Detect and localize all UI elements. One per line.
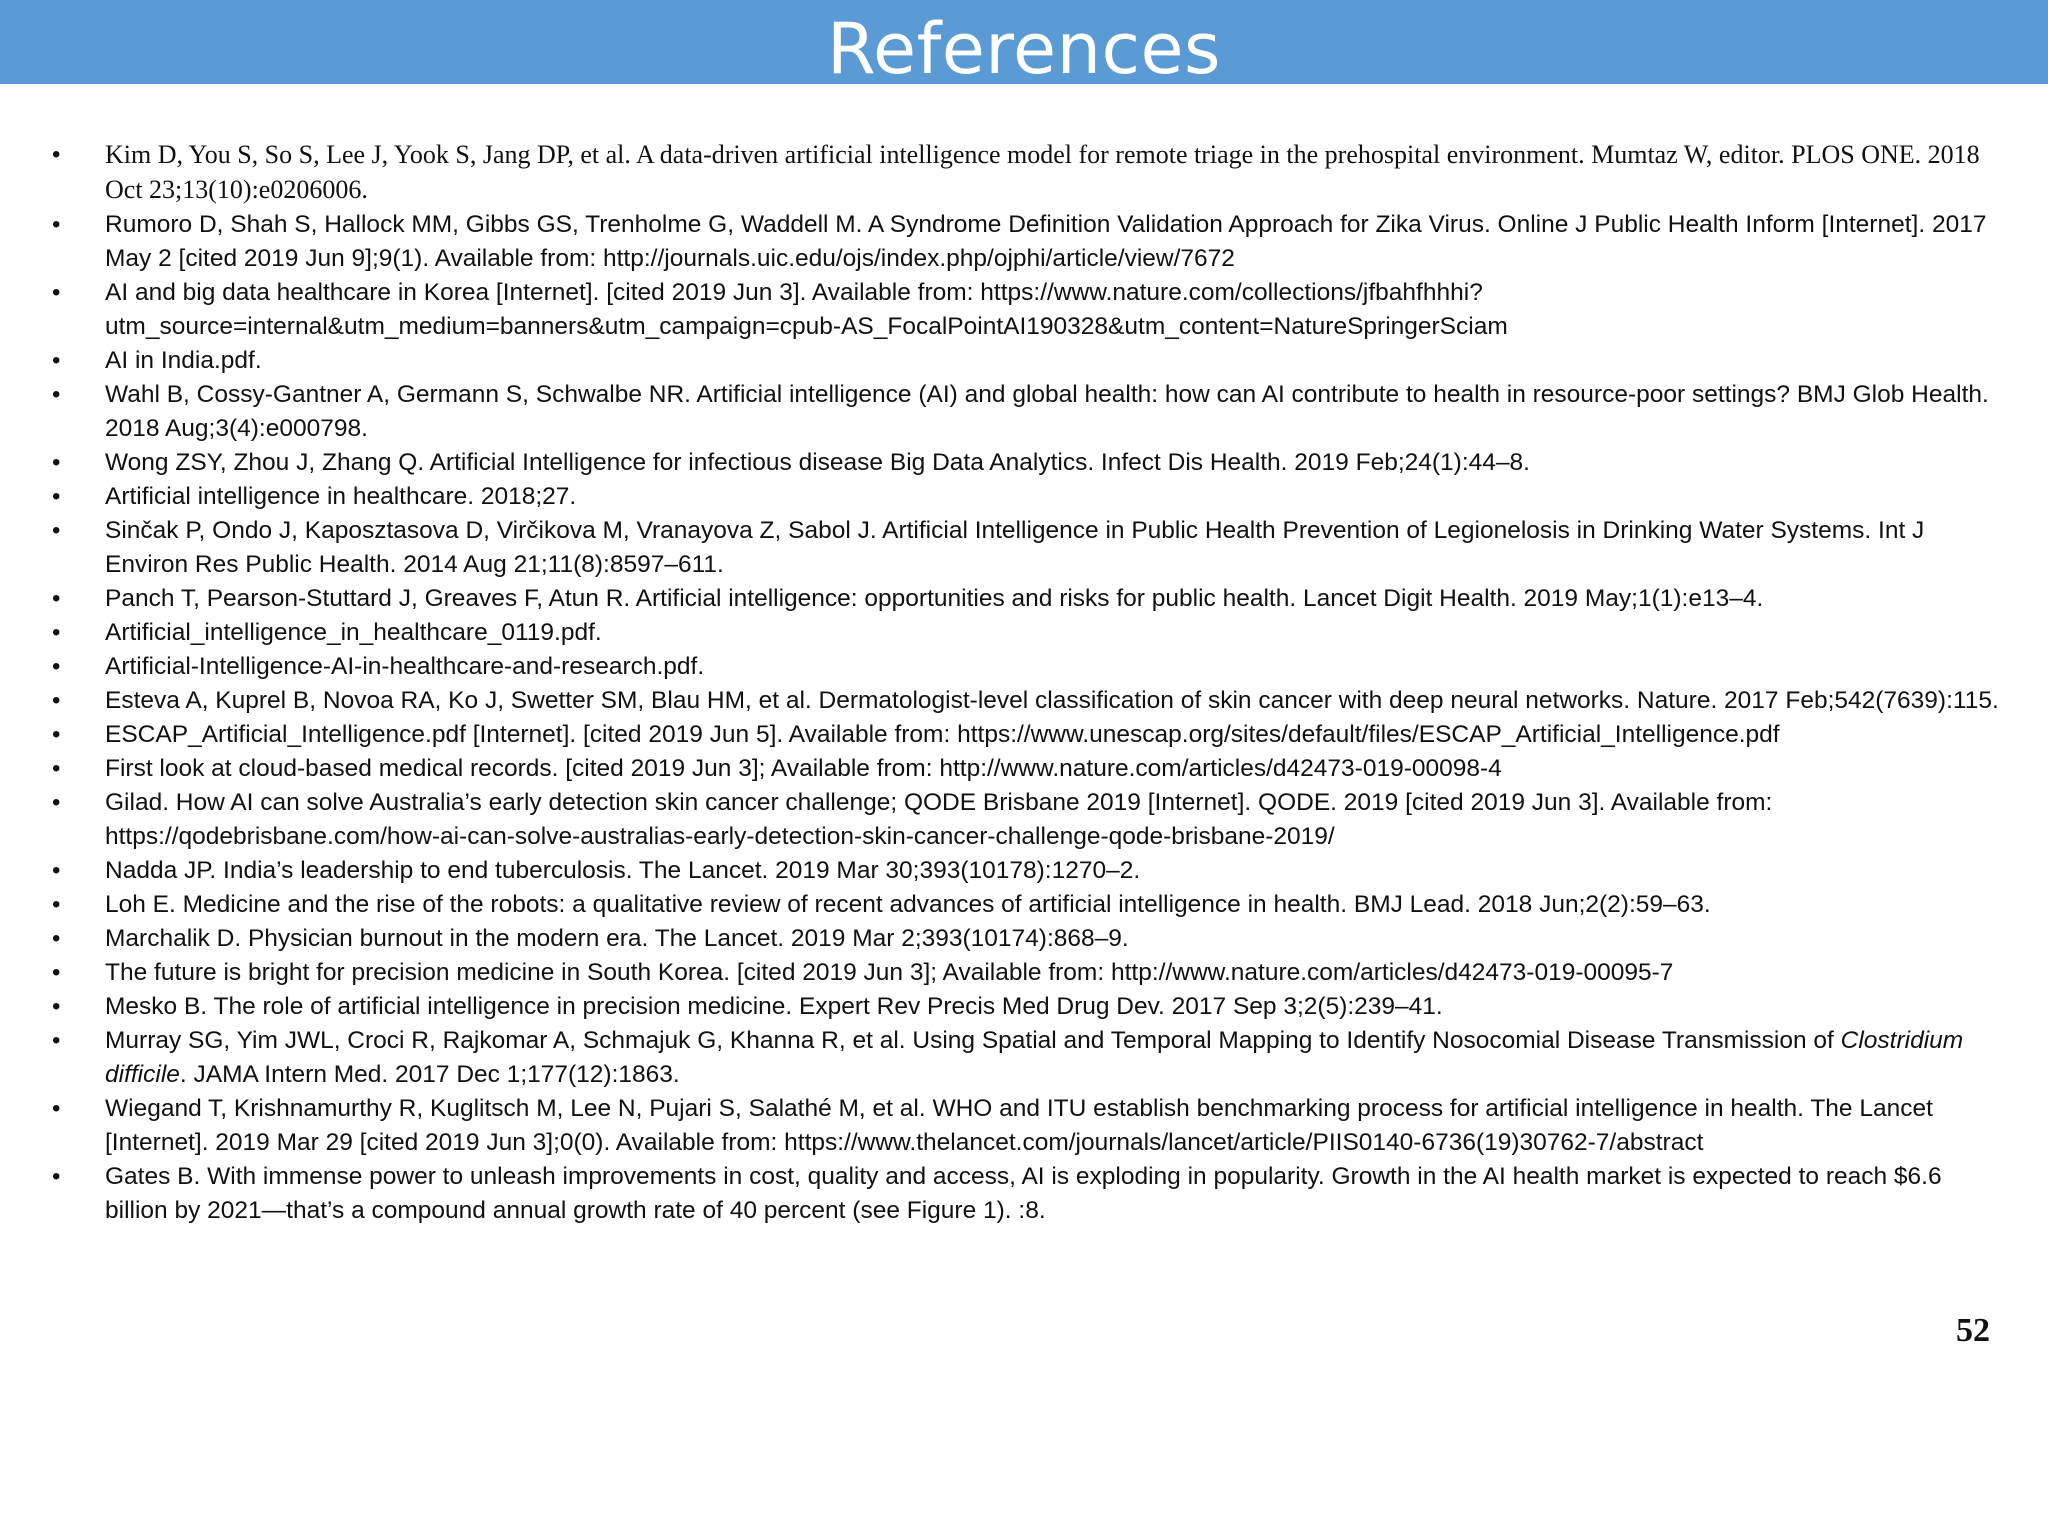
bullet-icon: • xyxy=(52,619,61,646)
bullet-icon: • xyxy=(52,381,61,408)
bullet-icon: • xyxy=(52,1027,61,1054)
bullet-icon: • xyxy=(52,449,61,476)
reference-item xyxy=(40,446,2005,480)
reference-text: Nadda JP. India’s leadership to end tuberculosis. The Lancet. 2019 Mar 30;393(10178):1270–2. xyxy=(105,857,1141,884)
bullet-icon: • xyxy=(52,1095,61,1122)
reference-item xyxy=(40,854,2005,888)
reference-item xyxy=(40,616,2005,650)
bullet-icon: • xyxy=(52,959,61,986)
bullet-icon: • xyxy=(52,993,61,1020)
reference-item xyxy=(40,582,2005,616)
reference-item xyxy=(40,752,2005,786)
reference-item xyxy=(40,786,2005,854)
bullet-icon: • xyxy=(52,891,61,918)
reference-text: Sinčak P, Ondo J, Kaposztasova D, Virčikova M, Vranayova Z, Sabol J. Artificial Intelligence in Public Health Prevention of Legionelosis in Drinking Water Systems. Int J Environ Res Public Health. 2014 Aug 21;11(8):8597–611. xyxy=(105,517,1925,578)
reference-text: Rumoro D, Shah S, Hallock MM, Gibbs GS, Trenholme G, Waddell M. A Syndrome Definition Validation Approach for Zika Virus. Online J Public Health Inform [Internet]. 2017 May 2 [cited 2019 Jun 9];9(1). Available from: http://journals.uic.edu/ojs/index.php/ojphi/article/view/7672 xyxy=(105,211,1987,272)
bullet-icon: • xyxy=(52,857,61,884)
reference-text-end: . JAMA Intern Med. 2017 Dec 1;177(12):1863. xyxy=(179,1061,680,1088)
reference-text-start: Murray SG, Yim JWL, Croci R, Rajkomar A, Schmajuk G, Khanna R, et al. Using Spatial and Temporal Mapping to Identify Nosocomial Disease Transmission of xyxy=(105,1027,1841,1054)
reference-item xyxy=(40,684,2005,718)
reference-item xyxy=(40,514,2005,582)
bullet-icon: • xyxy=(52,789,61,816)
slide-title: References xyxy=(827,8,1221,90)
bullet-icon: • xyxy=(52,755,61,782)
reference-text: Kim D, You S, So S, Lee J, Yook S, Jang DP, et al. A data-driven artificial intelligence model for remote triage in the prehospital environment. Mumtaz W, editor. PLOS ONE. 2018 Oct 23;13(10):e0206006. xyxy=(105,140,1980,204)
reference-item xyxy=(40,378,2005,446)
reference-list xyxy=(40,138,2005,1228)
reference-text: Marchalik D. Physician burnout in the modern era. The Lancet. 2019 Mar 2;393(10174):868–9. xyxy=(105,925,1129,952)
reference-item xyxy=(40,344,2005,378)
bullet-icon: • xyxy=(52,517,61,544)
reference-text: AI and big data healthcare in Korea [Internet]. [cited 2019 Jun 3]. Available from: https://www.nature.com/collections/jfbahfhhhi?utm_source=internal&utm_medium=banners&utm_campaign=cpub-AS_FocalPointAI190328&utm_content=NatureSpringerSciam xyxy=(105,279,1508,340)
bullet-icon: • xyxy=(52,279,61,306)
bullet-icon: • xyxy=(52,653,61,680)
reference-text: Gates B. With immense power to unleash improvements in cost, quality and access, AI is exploding in popularity. Growth in the AI health market is expected to reach $6.6 billion by 2021—that’s a compound annual growth rate of 40 percent (see Figure 1). :8. xyxy=(105,1163,1942,1224)
reference-text: Wong ZSY, Zhou J, Zhang Q. Artificial Intelligence for infectious disease Big Data Analytics. Infect Dis Health. 2019 Feb;24(1):44–8. xyxy=(105,449,1530,476)
bullet-icon: • xyxy=(52,925,61,952)
bullet-icon: • xyxy=(52,211,61,238)
bullet-icon: • xyxy=(52,585,61,612)
reference-item xyxy=(40,990,2005,1024)
bullet-icon: • xyxy=(52,347,61,374)
bullet-icon: • xyxy=(52,483,61,510)
reference-text: Wiegand T, Krishnamurthy R, Kuglitsch M, Lee N, Pujari S, Salathé M, et al. WHO and ITU establish benchmarking process for artificial intelligence in health. The Lancet [Internet]. 2019 Mar 29 [cited 2019 Jun 3];0(0). Available from: https://www.thelancet.com/journals/lancet/article/PIIS0140-6736(19)30762-7/abstract xyxy=(105,1095,1933,1156)
reference-text: Loh E. Medicine and the rise of the robots: a qualitative review of recent advances of artificial intelligence in health. BMJ Lead. 2018 Jun;2(2):59–63. xyxy=(105,891,1711,918)
reference-text: AI in India.pdf. xyxy=(105,347,262,374)
reference-item xyxy=(40,1160,2005,1228)
bullet-icon: • xyxy=(52,721,61,748)
reference-text xyxy=(105,1027,1963,1088)
reference-text: Esteva A, Kuprel B, Novoa RA, Ko J, Swetter SM, Blau HM, et al. Dermatologist-level classification of skin cancer with deep neural networks. Nature. 2017 Feb;542(7639):115. xyxy=(105,687,1999,714)
reference-text: Artificial-Intelligence-AI-in-healthcare-and-research.pdf. xyxy=(105,653,705,680)
reference-item xyxy=(40,208,2005,276)
reference-item xyxy=(40,1092,2005,1160)
bullet-icon: • xyxy=(52,141,61,168)
reference-text: ESCAP_Artificial_Intelligence.pdf [Internet]. [cited 2019 Jun 5]. Available from: https://www.unescap.org/sites/default/files/ESCAP_Artificial_Intelligence.pdf xyxy=(105,721,1780,748)
page-number: 52 xyxy=(1956,1312,1990,1349)
reference-text: Artificial_intelligence_in_healthcare_0119.pdf. xyxy=(105,619,602,646)
reference-item xyxy=(40,718,2005,752)
reference-text: Artificial intelligence in healthcare. 2018;27. xyxy=(105,483,577,510)
reference-text: Gilad. How AI can solve Australia’s early detection skin cancer challenge; QODE Brisbane 2019 [Internet]. QODE. 2019 [cited 2019 Jun 3]. Available from: https://qodebrisbane.com/how-ai-can-solve-australias-early-detection-skin-cancer-challenge-qode-brisbane-2019/ xyxy=(105,789,1773,850)
bullet-icon: • xyxy=(52,687,61,714)
bullet-icon: • xyxy=(52,1163,61,1190)
reference-item xyxy=(40,1024,2005,1092)
reference-item xyxy=(40,650,2005,684)
reference-item xyxy=(40,956,2005,990)
reference-text: Mesko B. The role of artificial intelligence in precision medicine. Expert Rev Precis Med Drug Dev. 2017 Sep 3;2(5):239–41. xyxy=(105,993,1443,1020)
reference-item xyxy=(40,922,2005,956)
reference-text: The future is bright for precision medicine in South Korea. [cited 2019 Jun 3]; Available from: http://www.nature.com/articles/d42473-019-00095-7 xyxy=(105,959,1674,986)
reference-item xyxy=(40,276,2005,344)
reference-italic-species: Clostridium difficile xyxy=(105,1027,1964,1088)
reference-item xyxy=(40,888,2005,922)
reference-item xyxy=(40,138,2005,208)
reference-text: Panch T, Pearson-Stuttard J, Greaves F, Atun R. Artificial intelligence: opportunities and risks for public health. Lancet Digit Health. 2019 May;1(1):e13–4. xyxy=(105,585,1764,612)
title-bar xyxy=(0,0,2048,90)
reference-item xyxy=(40,480,2005,514)
reference-text: Wahl B, Cossy-Gantner A, Germann S, Schwalbe NR. Artificial intelligence (AI) and global health: how can AI contribute to health in resource-poor settings? BMJ Glob Health. 2018 Aug;3(4):e000798. xyxy=(105,381,1989,442)
reference-text: First look at cloud-based medical records. [cited 2019 Jun 3]; Available from: http://www.nature.com/articles/d42473-019-00098-4 xyxy=(105,755,1502,782)
